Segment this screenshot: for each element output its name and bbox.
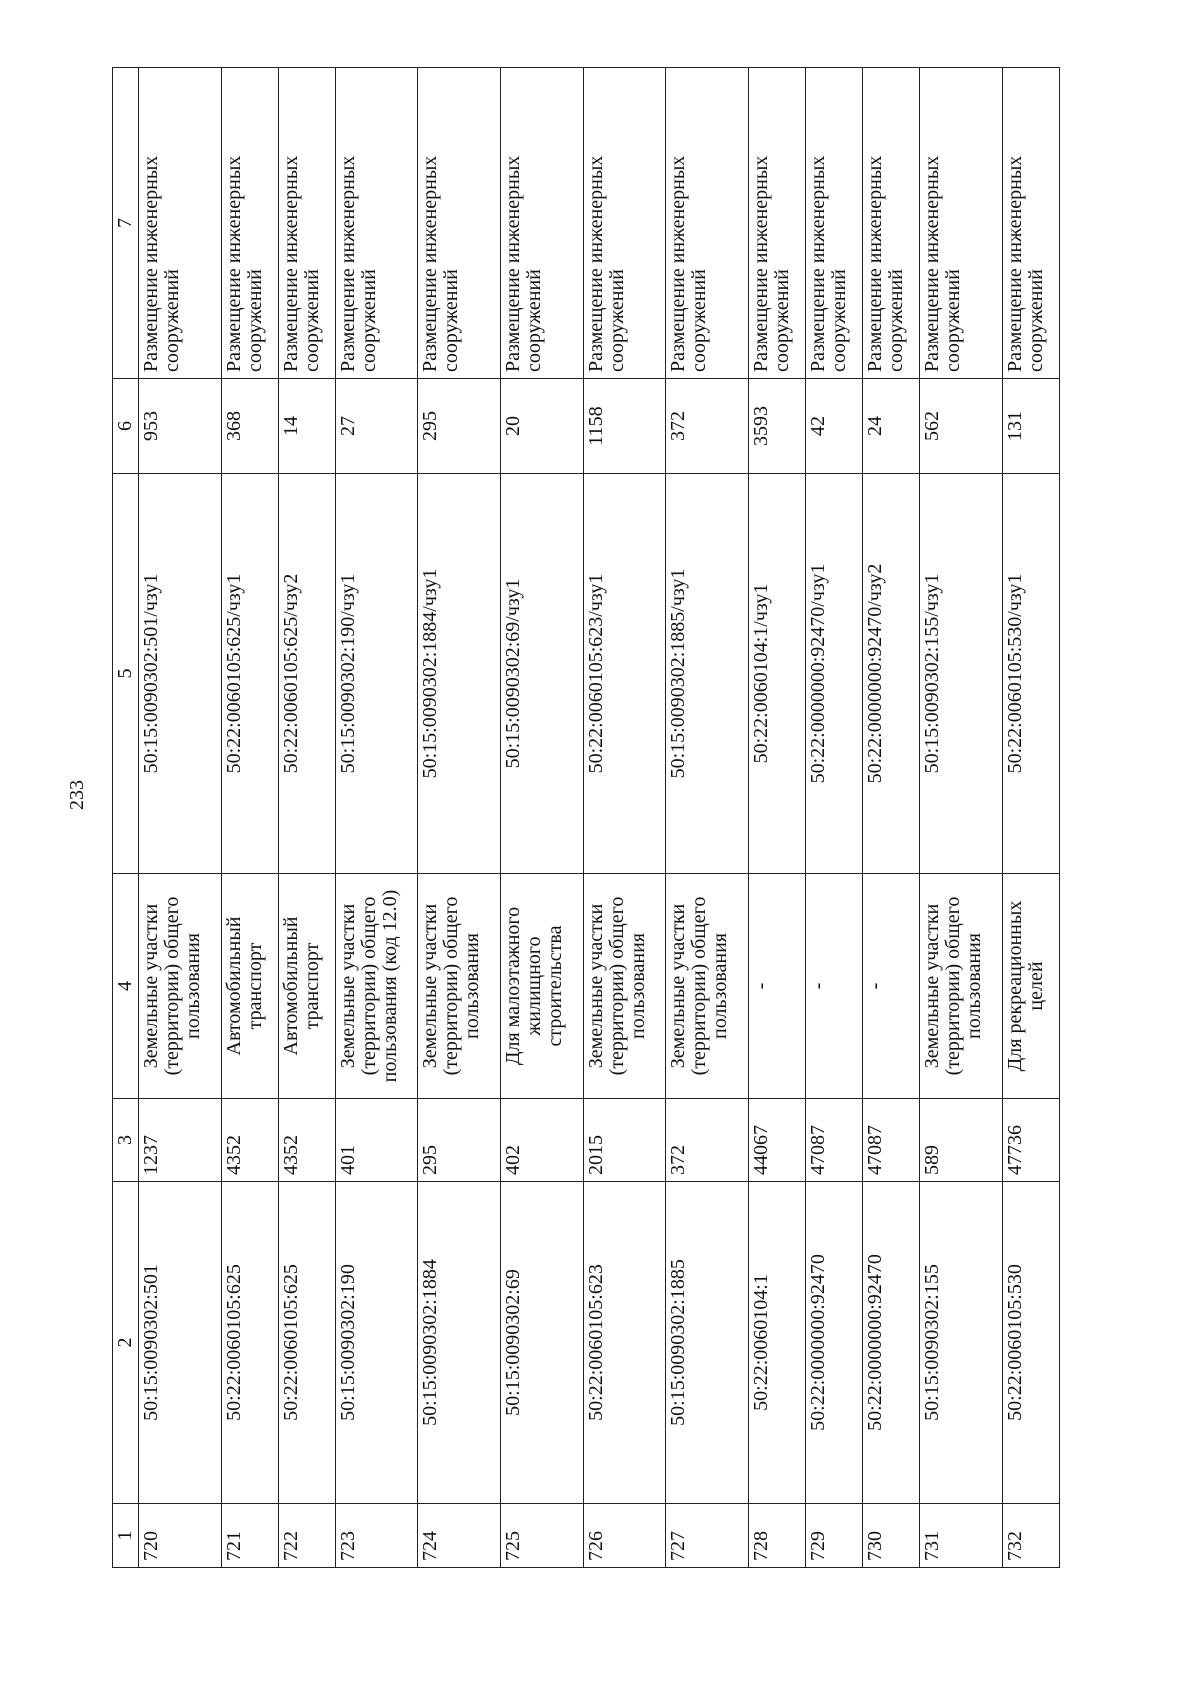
cadastral-number-cell: 50:22:0060105:623: [583, 1182, 666, 1504]
part-area-cell: 42: [805, 379, 862, 474]
permitted-use-cell: Земельные участки (территории) общего пользования (код 12.0): [335, 874, 418, 1099]
table-row: [139, 68, 222, 1568]
cadastral-number-cell: 50:15:0090302:1884: [418, 1182, 501, 1504]
parcel-part-number-cell: 50:15:0090302:1885/чзу1: [666, 474, 749, 874]
table-row: [501, 68, 584, 1568]
cadastral-number-cell: 50:22:0060105:530: [1002, 1182, 1059, 1504]
parcel-area-cell: 47087: [863, 1099, 920, 1182]
part-area-cell: 3593: [748, 379, 805, 474]
easement-purpose-cell: Размещение инженерных сооружений: [666, 68, 749, 379]
part-area-cell: 131: [1002, 379, 1059, 474]
part-area-cell: 562: [920, 379, 1003, 474]
easement-purpose-cell: Размещение инженерных сооружений: [863, 68, 920, 379]
part-area-cell: 24: [863, 379, 920, 474]
part-area-cell: 368: [221, 379, 278, 474]
easement-purpose-cell: Размещение инженерных сооружений: [221, 68, 278, 379]
parcel-part-number-cell: 50:15:0090302:69/чзу1: [501, 474, 584, 874]
row-number-cell: 732: [1002, 1504, 1059, 1568]
table-row: [221, 68, 278, 1568]
parcel-part-number-cell: 50:22:0000000:92470/чзу1: [805, 474, 862, 874]
column-header: 7: [113, 68, 139, 379]
cadastral-number-cell: 50:15:0090302:190: [335, 1182, 418, 1504]
part-area-cell: 1158: [583, 379, 666, 474]
easement-purpose-cell: Размещение инженерных сооружений: [583, 68, 666, 379]
row-number-cell: 725: [501, 1504, 584, 1568]
part-area-cell: 20: [501, 379, 584, 474]
parcel-part-number-cell: 50:22:0060105:530/чзу1: [1002, 474, 1059, 874]
parcel-part-number-cell: 50:22:0060105:625/чзу1: [221, 474, 278, 874]
parcel-area-cell: 295: [418, 1099, 501, 1182]
permitted-use-cell: -: [805, 874, 862, 1099]
row-number-cell: 723: [335, 1504, 418, 1568]
permitted-use-cell: Земельные участки (территории) общего пользования: [139, 874, 222, 1099]
row-number-cell: 721: [221, 1504, 278, 1568]
parcel-area-cell: 372: [666, 1099, 749, 1182]
table-row: [920, 68, 1003, 1568]
table-row: [1002, 68, 1059, 1568]
table-row: [335, 68, 418, 1568]
cadastral-number-cell: 50:22:0000000:92470: [805, 1182, 862, 1504]
row-number-cell: 729: [805, 1504, 862, 1568]
easement-purpose-cell: Размещение инженерных сооружений: [278, 68, 335, 379]
part-area-cell: 295: [418, 379, 501, 474]
parcel-area-cell: 44067: [748, 1099, 805, 1182]
permitted-use-cell: Для рекреационных целей: [1002, 874, 1059, 1099]
column-header: 4: [113, 874, 139, 1099]
cadastral-number-cell: 50:15:0090302:155: [920, 1182, 1003, 1504]
part-area-cell: 953: [139, 379, 222, 474]
easement-purpose-cell: Размещение инженерных сооружений: [418, 68, 501, 379]
part-area-cell: 372: [666, 379, 749, 474]
cadastral-number-cell: 50:22:0060105:625: [221, 1182, 278, 1504]
row-number-cell: 722: [278, 1504, 335, 1568]
row-number-cell: 727: [666, 1504, 749, 1568]
easement-purpose-cell: Размещение инженерных сооружений: [748, 68, 805, 379]
easement-purpose-cell: Размещение инженерных сооружений: [920, 68, 1003, 379]
row-number-cell: 726: [583, 1504, 666, 1568]
permitted-use-cell: -: [863, 874, 920, 1099]
row-number-cell: 730: [863, 1504, 920, 1568]
table-row: [583, 68, 666, 1568]
row-number-cell: 731: [920, 1504, 1003, 1568]
parcel-area-cell: 402: [501, 1099, 584, 1182]
easement-purpose-cell: Размещение инженерных сооружений: [805, 68, 862, 379]
parcel-area-cell: 4352: [278, 1099, 335, 1182]
table-body: [139, 68, 1060, 1568]
parcel-part-number-cell: 50:22:0060105:625/чзу2: [278, 474, 335, 874]
row-number-cell: 724: [418, 1504, 501, 1568]
column-header: 5: [113, 474, 139, 874]
parcel-area-cell: 589: [920, 1099, 1003, 1182]
permitted-use-cell: Автомобильный транспорт: [278, 874, 335, 1099]
cadastral-number-cell: 50:22:0060104:1: [748, 1182, 805, 1504]
table-container: [112, 68, 1060, 1568]
parcel-area-cell: 47087: [805, 1099, 862, 1182]
parcel-area-cell: 401: [335, 1099, 418, 1182]
parcel-area-cell: 2015: [583, 1099, 666, 1182]
cadastral-number-cell: 50:15:0090302:1885: [666, 1182, 749, 1504]
table-row: [278, 68, 335, 1568]
parcel-part-number-cell: 50:22:0000000:92470/чзу2: [863, 474, 920, 874]
easement-purpose-cell: Размещение инженерных сооружений: [501, 68, 584, 379]
parcel-area-cell: 1237: [139, 1099, 222, 1182]
part-area-cell: 14: [278, 379, 335, 474]
parcel-part-number-cell: 50:15:0090302:155/чзу1: [920, 474, 1003, 874]
permitted-use-cell: Земельные участки (территории) общего пользования: [418, 874, 501, 1099]
permitted-use-cell: Земельные участки (территории) общего пользования: [920, 874, 1003, 1099]
permitted-use-cell: Земельные участки (территории) общего пользования: [583, 874, 666, 1099]
table-row: [805, 68, 862, 1568]
table-row: [863, 68, 920, 1568]
table-row: [666, 68, 749, 1568]
easement-purpose-cell: Размещение инженерных сооружений: [335, 68, 418, 379]
table-header-row: [113, 68, 139, 1568]
column-header: 2: [113, 1182, 139, 1504]
parcel-area-cell: 47736: [1002, 1099, 1059, 1182]
easement-purpose-cell: Размещение инженерных сооружений: [1002, 68, 1059, 379]
column-header: 3: [113, 1099, 139, 1182]
cadastral-number-cell: 50:22:0000000:92470: [863, 1182, 920, 1504]
cadastral-number-cell: 50:22:0060105:625: [278, 1182, 335, 1504]
cadastral-number-cell: 50:15:0090302:69: [501, 1182, 584, 1504]
table-row: [418, 68, 501, 1568]
parcel-part-number-cell: 50:15:0090302:190/чзу1: [335, 474, 418, 874]
parcel-part-number-cell: 50:22:0060105:623/чзу1: [583, 474, 666, 874]
permitted-use-cell: Автомобильный транспорт: [221, 874, 278, 1099]
page-number: 233: [66, 780, 88, 810]
easement-purpose-cell: Размещение инженерных сооружений: [139, 68, 222, 379]
land-parcel-table: [112, 67, 1060, 1568]
permitted-use-cell: Земельные участки (территории) общего пользования: [666, 874, 749, 1099]
permitted-use-cell: -: [748, 874, 805, 1099]
parcel-part-number-cell: 50:15:0090302:501/чзу1: [139, 474, 222, 874]
parcel-part-number-cell: 50:22:0060104:1/чзу1: [748, 474, 805, 874]
row-number-cell: 720: [139, 1504, 222, 1568]
parcel-part-number-cell: 50:15:0090302:1884/чзу1: [418, 474, 501, 874]
permitted-use-cell: Для малоэтажного жилищного строительства: [501, 874, 584, 1099]
row-number-cell: 728: [748, 1504, 805, 1568]
part-area-cell: 27: [335, 379, 418, 474]
column-header: 6: [113, 379, 139, 474]
parcel-area-cell: 4352: [221, 1099, 278, 1182]
cadastral-number-cell: 50:15:0090302:501: [139, 1182, 222, 1504]
column-header: 1: [113, 1504, 139, 1568]
table-row: [748, 68, 805, 1568]
